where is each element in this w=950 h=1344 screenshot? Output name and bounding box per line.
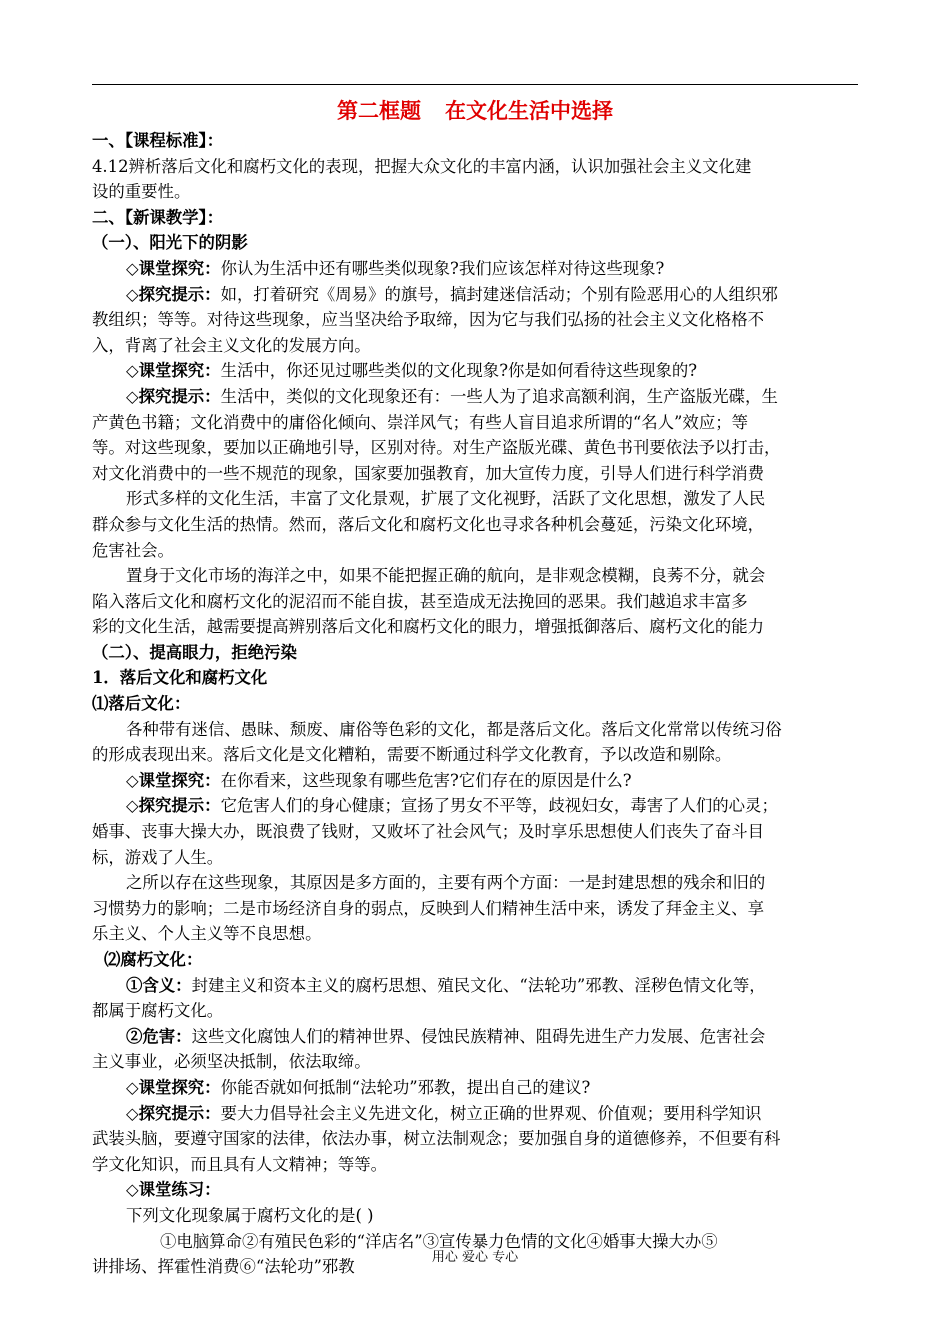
paragraph-line (92, 1024, 858, 1050)
hint-label: ◇探究提示： (126, 284, 221, 304)
subsection-heading-2: （二）、提高眼力，拒绝污染 (92, 642, 297, 662)
hint-label: ◇探究提示： (126, 796, 221, 816)
paragraph-line: 习惯势力的影响；二是市场经济自身的弱点，反映到人们精神生活中来，诱发了拜金主义、享 (92, 898, 765, 918)
paragraph-line: 入，背离了社会主义文化的发展方向。 (92, 335, 371, 355)
paragraph-line: 武装头脑，要遵守国家的法律，依法办事，树立法制观念；要加强自身的道德修养，不但要有科 (92, 1129, 781, 1149)
paragraph-line: 对文化消费中的一些不规范的现象，国家要加强教育，加大宣传力度，引导人们进行科学消费 (92, 463, 765, 483)
document-body (92, 94, 858, 1280)
exercise-options-cont: 讲排场、挥霍性消费⑥“法轮功”邪教 (92, 1257, 355, 1277)
title-part-2: 在文化生活中选择 (445, 98, 613, 123)
topic-subheading-backward: ⑴落后文化： (92, 694, 191, 714)
paragraph-line: 婚事、丧事大操大办，既浪费了钱财，又败坏了社会风气；及时享乐思想使人们丧失了奋斗目 (92, 822, 765, 842)
paragraph-line: 设的重要性。 (92, 182, 191, 202)
paragraph-line: 的形成表现出来。落后文化是文化糟粕，需要不断通过科学文化教育，予以改造和剔除。 (92, 745, 732, 765)
paragraph-line: 标，游戏了人生。 (92, 847, 224, 867)
section-heading-standard: 一、【课程标准】： (92, 131, 224, 150)
paragraph-line: 产黄色书籍；文化消费中的庸俗化倾向、崇洋风气；有些人盲目追求所谓的“名人”效应；等 (92, 412, 748, 432)
meaning-label: ①含义： (126, 975, 192, 995)
paragraph-line: 主义事业，必须坚决抵制，依法取缔。 (92, 1052, 371, 1072)
hint-label: ◇探究提示： (126, 1103, 221, 1123)
paragraph-line (92, 384, 858, 410)
hint-text: 要大力倡导社会主义先进文化，树立正确的世界观、价值观；要用科学知识 (220, 1103, 762, 1123)
inquiry-label: ◇课堂探究： (126, 1077, 221, 1097)
exercise-heading: ◇课堂练习： (126, 1180, 221, 1200)
paragraph-line: 之所以存在这些现象，其原因是多方面的，主要有两个方面：一是封建思想的残余和旧的 (126, 873, 766, 893)
inquiry-text: 生活中，你还见过哪些类似的文化现象?你是如何看待这些现象的? (220, 361, 698, 381)
inquiry-text: 你认为生活中还有哪些类似现象?我们应该怎样对待这些现象? (220, 258, 665, 278)
paragraph-line (92, 256, 858, 282)
paragraph-line: 彩的文化生活，越需要提高辨别落后文化和腐朽文化的眼力，增强抵御落后、腐朽文化的能力 (92, 617, 765, 637)
inquiry-label: ◇课堂探究： (126, 361, 221, 381)
paragraph-line (92, 1101, 858, 1127)
paragraph-line: 群众参与文化生活的热情。然而，落后文化和腐朽文化也寻求各种机会蔓延，污染文化环境， (92, 514, 765, 534)
paragraph-line (92, 1075, 858, 1101)
page-title (92, 94, 858, 128)
hint-text: 它危害人们的身心健康；宣扬了男女不平等，歧视妇女，毒害了人们的心灵； (220, 796, 778, 816)
hint-label: ◇探究提示： (126, 386, 221, 406)
section-heading-teaching: 二、【新课教学】： (92, 207, 224, 227)
inquiry-label: ◇课堂探究： (126, 770, 221, 790)
paragraph-line: 4.12辨析落后文化和腐朽文化的表现，把握大众文化的丰富内涵，认识加强社会主义文化建 (92, 156, 752, 176)
paragraph-line: 各种带有迷信、愚昧、颓废、庸俗等色彩的文化，都是落后文化。落后文化常常以传统习俗 (126, 719, 782, 739)
paragraph-line: 学文化知识，而且具有人文精神；等等。 (92, 1154, 388, 1174)
inquiry-text: 你能否就如何抵制“法轮功”邪教，提出自己的建议? (220, 1077, 591, 1097)
hint-text: 生活中，类似的文化现象还有：一些人为了追求高额利润，生产盗版光碟，生 (220, 386, 778, 406)
inquiry-text: 在你看来，这些现象有哪些危害?它们存在的原因是什么? (220, 770, 632, 790)
paragraph-line (92, 358, 858, 384)
paragraph-line (92, 282, 858, 308)
paragraph-line: 等。对这些现象，要加以正确地引导，区别对待。对生产盗版光碟、黄色书刊要依法予以打击， (92, 438, 781, 458)
title-part-1: 第二框题 (337, 98, 421, 123)
topic-heading: 1．落后文化和腐朽文化 (92, 668, 268, 688)
paragraph-line: 都属于腐朽文化。 (92, 1001, 224, 1021)
exercise-question: 下列文化现象属于腐朽文化的是( ) (126, 1205, 374, 1225)
exercise-options: ①电脑算命②有殖民色彩的“洋店名”③宣传暴力色情的文化④婚事大操大办⑤ (160, 1231, 718, 1251)
paragraph-line (92, 768, 858, 794)
meaning-text: 封建主义和资本主义的腐朽思想、殖民文化、“法轮功”邪教、淫秽色情文化等， (191, 975, 766, 995)
topic-subheading-decadent: ⑵腐朽文化： (104, 950, 203, 969)
inquiry-label: ◇课堂探究： (126, 258, 221, 278)
paragraph-line (92, 973, 858, 999)
hint-text: 如，打着研究《周易》的旗号，搞封建迷信活动；个别有险恶用心的人组织邪 (220, 284, 778, 304)
paragraph-line (92, 793, 858, 819)
paragraph-line: 乐主义、个人主义等不良思想。 (92, 924, 322, 944)
harm-text: 这些文化腐蚀人们的精神世界、侵蚀民族精神、阻碍先进生产力发展、危害社会 (191, 1026, 766, 1046)
paragraph-line: 教组织；等等。对待这些现象，应当坚决给予取缔，因为它与我们弘扬的社会主义文化格格不 (92, 310, 765, 330)
paragraph-line: 危害社会。 (92, 540, 174, 560)
paragraph-line: 置身于文化市场的海洋之中，如果不能把握正确的航向，是非观念模糊，良莠不分，就会 (126, 566, 766, 586)
subsection-heading-1: （一）、阳光下的阴影 (92, 233, 248, 253)
page-footer: 用心 爱心 专心 (431, 1250, 519, 1265)
paragraph-line: 陷入落后文化和腐朽文化的泥沼而不能自拔，甚至造成无法挽回的恶果。我们越追求丰富多 (92, 591, 748, 611)
harm-label: ②危害： (126, 1026, 192, 1046)
header-rule (92, 84, 858, 85)
paragraph-line: 形式多样的文化生活，丰富了文化景观，扩展了文化视野，活跃了文化思想，激发了人民 (126, 489, 766, 509)
